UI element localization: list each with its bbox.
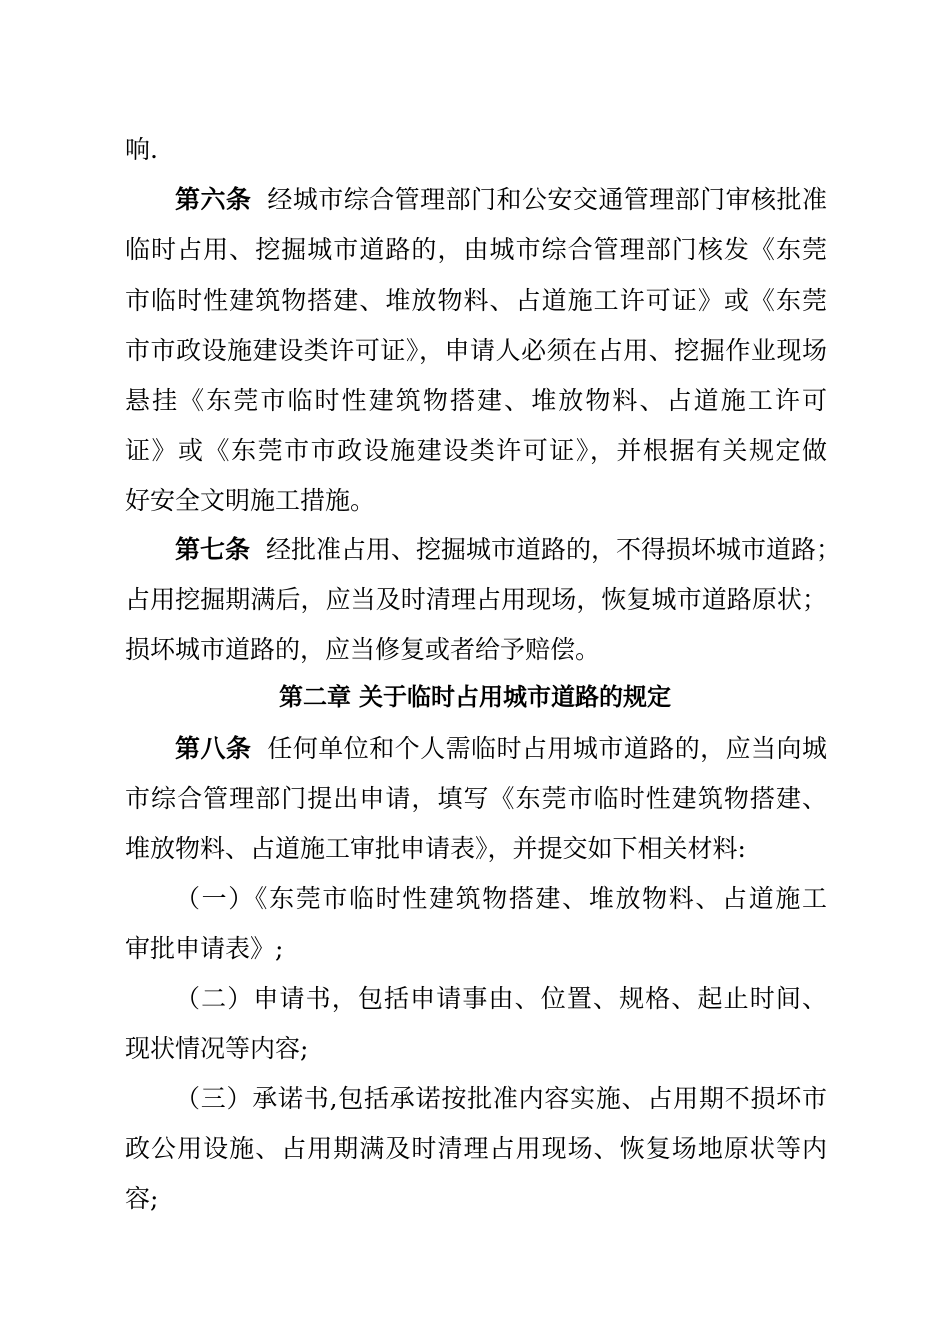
item-1-line-1: （一）《东莞市临时性建筑物搭建、堆放物料、占道施工: [175, 884, 827, 913]
item-3-line-2: 政公用设施、占用期满及时清理占用现场、恢复场地原状等内: [125, 1134, 827, 1163]
chapter-title: 关于临时占用城市道路的规定: [359, 683, 671, 711]
item-1-line-2: 审批申请表》;: [125, 934, 284, 963]
item-3-line-3: 容;: [125, 1184, 159, 1213]
article-6-text: 经城市综合管理部门和公安交通管理部门审核批准: [267, 185, 827, 214]
article-8-line-1: [175, 729, 827, 769]
article-6-line-6: 证》或《东莞市市政设施建设类许可证》，并根据有关规定做: [125, 436, 827, 465]
article-7-line-2: 占用挖掘期满后，应当及时清理占用现场，恢复城市道路原状；: [125, 585, 827, 614]
paragraph-continuation: 响.: [125, 135, 158, 164]
article-6-line-3: 市临时性建筑物搭建、堆放物料、占道施工许可证》或《东莞: [125, 286, 827, 315]
article-6-label: 第六条: [175, 185, 252, 214]
article-7-line-1: [175, 530, 842, 570]
chapter-2-heading: [0, 677, 950, 717]
item-2-line-1: （二）申请书，包括申请事由、位置、规格、起止时间、: [175, 984, 827, 1013]
article-8-text: 任何单位和个人需临时占用城市道路的，应当向城: [267, 734, 827, 763]
item-3-line-1: （三）承诺书,包括承诺按批准内容实施、占用期不损坏市: [175, 1084, 827, 1113]
article-8-label: 第八条: [175, 734, 252, 763]
article-7-text: 经批准占用、挖掘城市道路的，不得损坏城市道路；: [266, 535, 842, 564]
article-7-line-3: 损坏城市道路的，应当修复或者给予赔偿。: [125, 635, 601, 664]
article-6-line-7: 好安全文明施工措施。: [125, 486, 376, 515]
article-6-line-1: [175, 180, 827, 220]
chapter-number: 第二章: [279, 683, 351, 711]
article-8-line-2: 市综合管理部门提出申请，填写《东莞市临时性建筑物搭建、: [125, 784, 827, 813]
article-6-line-5: 悬挂《东莞市临时性建筑物搭建、堆放物料、占道施工许可: [125, 386, 827, 415]
article-6-line-2: 临时占用、挖掘城市道路的，由城市综合管理部门核发《东莞: [125, 235, 827, 264]
item-2-line-2: 现状情况等内容;: [125, 1034, 309, 1063]
article-7-label: 第七条: [175, 535, 251, 564]
article-6-line-4: 市市政设施建设类许可证》，申请人必须在占用、挖掘作业现场: [125, 336, 827, 365]
article-8-line-3: 堆放物料、占道施工审批申请表》，并提交如下相关材料:: [125, 834, 746, 863]
